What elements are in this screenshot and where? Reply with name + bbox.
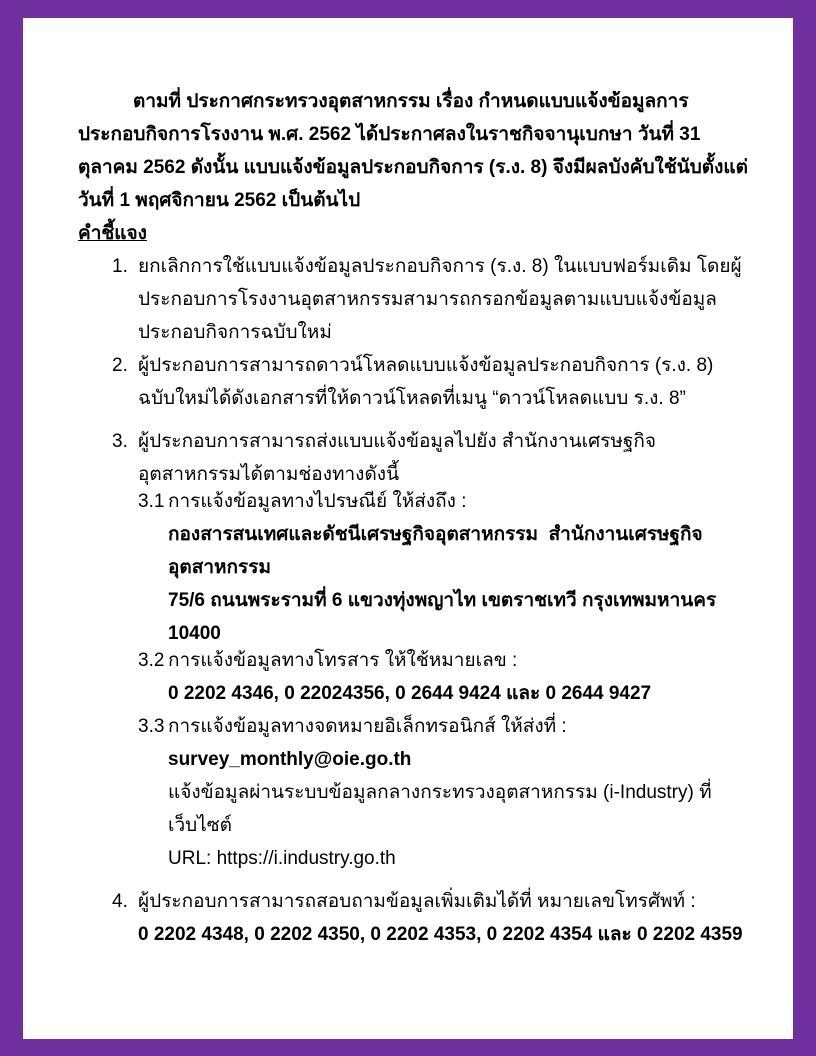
subitem-3-3-number: 3.3 <box>138 716 165 737</box>
postal-address-line-2: 75/6 ถนนพระรามที่ 6 แขวงทุ่งพญาไท เขตราชเทวี กรุงเทพมหานคร 10400 <box>168 590 722 644</box>
section-heading: คำชี้แจง <box>78 223 147 244</box>
i-industry-note: แจ้งข้อมูลผ่านระบบข้อมูลกลางกระทรวงอุตสาหกรรม (i-Industry) ที่เว็บไซต์ <box>168 782 712 836</box>
list-item-4-text: ผู้ประกอบการสามารถสอบถามข้อมูลเพิ่มเติมได้ที่ หมายเลขโทรศัพท์ : <box>138 891 696 912</box>
document-page <box>23 18 793 1039</box>
subitem-3-3-body <box>168 710 748 875</box>
list-item-4 <box>78 885 748 951</box>
subitem-3-2 <box>138 644 748 710</box>
list-item-3 <box>78 425 748 875</box>
phone-numbers: 0 2202 4348, 0 2202 4350, 0 2202 4353, 0 2202 4354 และ 0 2202 4359 <box>138 924 743 945</box>
list-item-1 <box>78 250 748 349</box>
list-item-3-body <box>138 425 748 875</box>
subitem-3-1-label: การแจ้งข้อมูลทางไปรษณีย์ ให้ส่งถึง : <box>168 491 467 512</box>
subitem-3-3-label: การแจ้งข้อมูลทางจดหมายอิเล็กทรอนิกส์ ให้ส่งที่ : <box>168 716 567 737</box>
list-item-4-body <box>138 885 748 951</box>
subitem-3-2-label: การแจ้งข้อมูลทางโทรสาร ให้ใช้หมายเลข : <box>168 650 518 671</box>
subitem-3-1 <box>138 485 748 650</box>
fax-numbers: 0 2202 4346, 0 22024356, 0 2644 9424 และ 0 2644 9427 <box>168 683 652 704</box>
list-item-1-number: 1. <box>112 256 128 277</box>
website-url: URL: https://i.industry.go.th <box>168 848 396 869</box>
subitem-3-3 <box>138 710 748 875</box>
intro-paragraph: ตามที่ ประกาศกระทรวงอุตสาหกรรม เรื่อง กำหนดแบบแจ้งข้อมูลการประกอบกิจการโรงงาน พ.ศ. 2562 ได้ประกาศลงในราชกิจจานุเบกษา วันที่ 31 ตุลาคม 2562 ดังนั้น แบบแจ้งข้อมูลประกอบกิจการ (ร.ง. 8) จึงมีผลบังคับใช้นับตั้งแต่วันที่ 1 พฤศจิกายน 2562 เป็นต้นไป <box>78 91 748 211</box>
list-item-2 <box>78 349 748 415</box>
subitem-3-2-body <box>168 644 748 710</box>
subitem-3-1-number: 3.1 <box>138 491 165 512</box>
list-item-4-number: 4. <box>112 891 128 912</box>
email-address: survey_monthly@oie.go.th <box>168 749 412 770</box>
list-item-1-text: ยกเลิกการใช้แบบแจ้งข้อมูลประกอบกิจการ (ร.ง. 8) ในแบบฟอร์มเดิม โดยผู้ประกอบการโรงงานอุตสาหกรรมสามารถกรอกข้อมูลตามแบบแจ้งข้อมูลประกอบกิจการฉบับใหม่ <box>138 256 742 343</box>
subitem-3-1-body <box>168 485 748 650</box>
list-item-2-number: 2. <box>112 355 128 376</box>
list-item-2-text: ผู้ประกอบการสามารถดาวน์โหลดแบบแจ้งข้อมูลประกอบกิจการ (ร.ง. 8) ฉบับใหม่ได้ดังเอกสารที่ให้ดาวน์โหลดที่เมนู “ดาวน์โหลดแบบ ร.ง. 8” <box>138 355 714 409</box>
subitem-3-2-number: 3.2 <box>138 650 165 671</box>
postal-address-line-1: กองสารสนเทศและดัชนีเศรษฐกิจอุตสาหกรรม สำนักงานเศรษฐกิจอุตสาหกรรม <box>168 524 703 578</box>
list-item-3-text: ผู้ประกอบการสามารถส่งแบบแจ้งข้อมูลไปยัง สำนักงานเศรษฐกิจอุตสาหกรรมได้ตามช่องทางดังนี้ <box>138 431 656 485</box>
list-item-3-number: 3. <box>112 431 128 452</box>
document-content <box>23 18 793 1039</box>
